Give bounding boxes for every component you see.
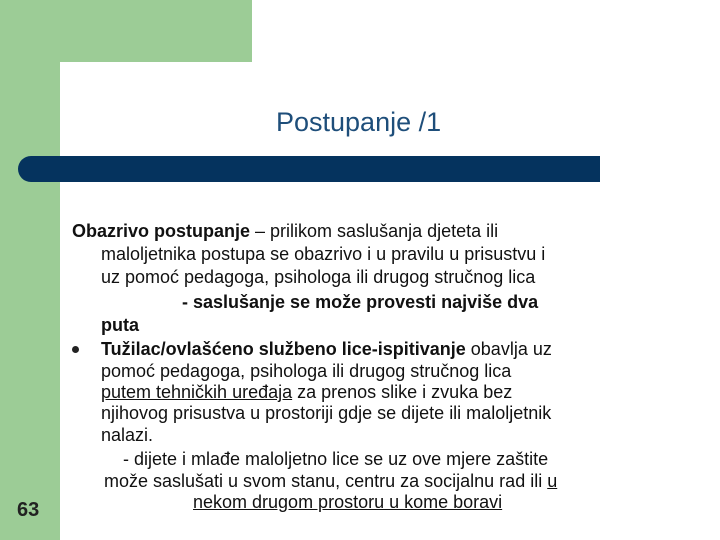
bullet-icon [72,346,79,353]
p1-sub-line-1: - saslušanje se može provesti najviše dva [182,292,539,312]
p1-line-2: maloljetnika postupa se obazrivo i u pravilu u prisustvu i [101,244,546,264]
p2-term: Tužilac/ovlašćeno službeno lice-ispitivanje [101,339,466,359]
p1-sub-line-2: puta [101,315,139,335]
p1-line-1 [72,220,498,243]
p2-line-5: nalazi. [101,425,154,445]
p1-term: Obazrivo postupanje [72,221,251,241]
p3-line-2 [104,470,557,493]
p3-line-2-text: može saslušati u svom stanu, centru za socijalnu rad ili [104,471,548,491]
p3-line-2-underlined: u [547,471,558,491]
p2-line-1 [101,338,552,361]
p2-underlined-phrase: putem tehničkih uređaja [101,382,293,402]
p3-line-3: nekom drugom prostoru u kome boravi [193,492,503,512]
slide-title: Postupanje /1 [276,107,442,137]
p2-rest-1: obavlja uz [465,339,552,359]
p3-line-1: - dijete i mlađe maloljetno lice se uz ove mjere zaštite [123,449,549,469]
page-number: 63 [17,499,40,521]
p2-line-2: pomoć pedagoga, psihologa ili drugog stručnog lica [101,361,512,381]
p2-line-3-rest: za prenos slike i zvuka bez [292,382,513,402]
p1-rest-1: – prilikom saslušanja djeteta ili [250,221,499,241]
p1-line-3: uz pomoć pedagoga, psihologa ili drugog stručnog lica [101,267,536,287]
p2-line-3 [101,381,512,404]
p2-line-4: njihovog prisustva u prostoriji gdje se dijete ili maloljetnik [101,403,552,423]
